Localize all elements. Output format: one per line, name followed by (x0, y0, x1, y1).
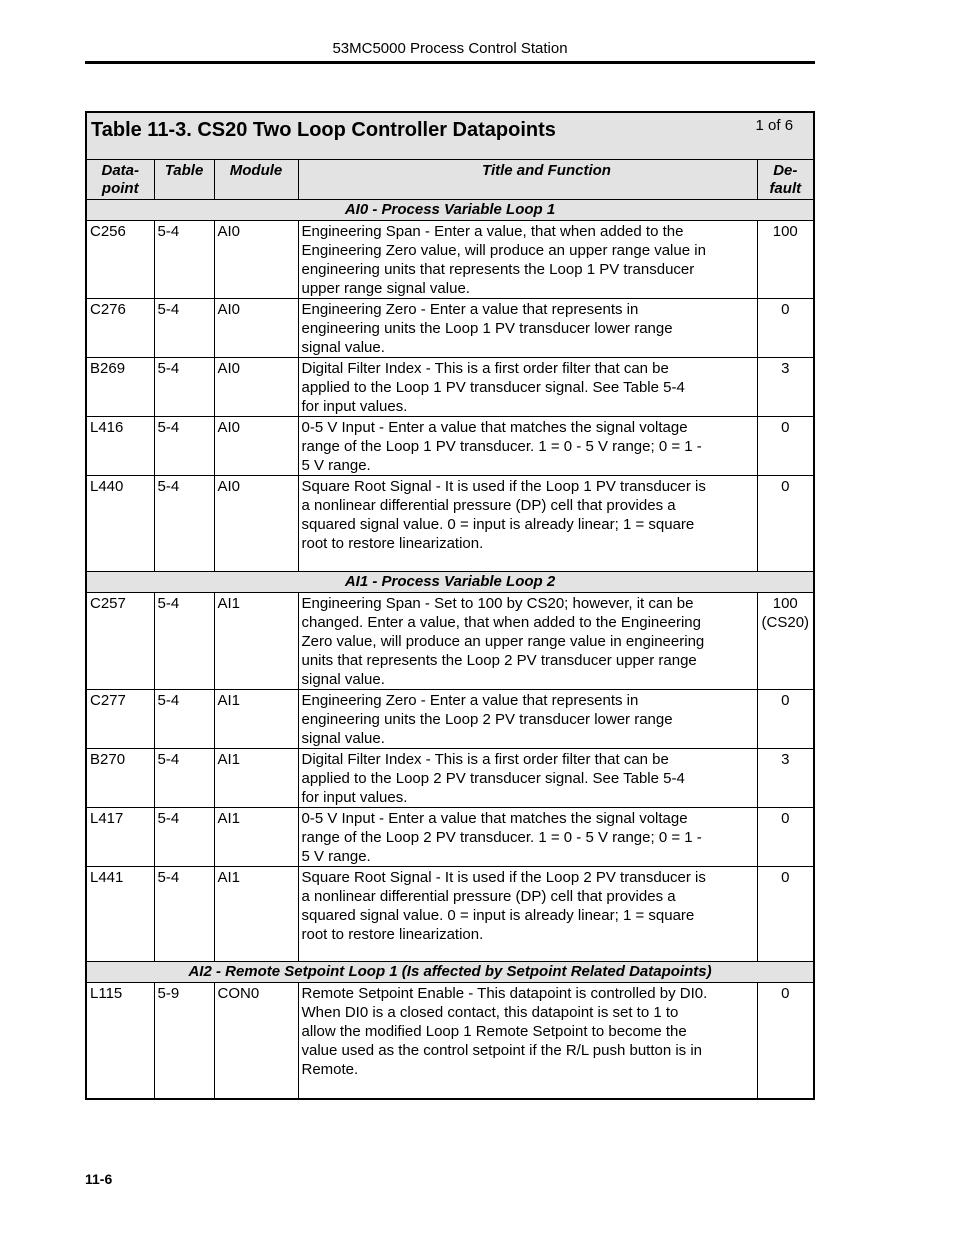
cell-default: 0 (757, 983, 814, 1099)
table-row (86, 808, 814, 867)
cell-title-function: Square Root Signal - It is used if the Loop 2 PV transducer is a nonlinear differential pressure (DP) cell that provides a squared signal value. 0 = input is already linear; 1 = square root to restore linearization. (298, 867, 757, 962)
cell-table-ref: 5-4 (154, 690, 214, 749)
cell-title-function: Engineering Span - Set to 100 by CS20; however, it can be changed. Enter a value, that when added to the Engineering Zero value, will produce an upper range value in engineering units that represents the Loop 2 PV transducer upper range signal value. (298, 593, 757, 690)
cell-datapoint: C276 (86, 299, 154, 358)
cell-module: AI1 (214, 867, 298, 962)
cell-table-ref: 5-4 (154, 593, 214, 690)
table-body (86, 200, 814, 1099)
cell-module: AI0 (214, 476, 298, 572)
cell-default: 0 (757, 476, 814, 572)
cell-table-ref: 5-4 (154, 299, 214, 358)
column-header-title-function: Title and Function (298, 160, 757, 200)
table-row (86, 476, 814, 572)
cell-table-ref: 5-4 (154, 221, 214, 299)
table-row (86, 299, 814, 358)
cell-title-function: Digital Filter Index - This is a first order filter that can be applied to the Loop 2 PV transducer signal. See Table 5-4 for input values. (298, 749, 757, 808)
cell-module: AI0 (214, 417, 298, 476)
cell-table-ref: 5-4 (154, 417, 214, 476)
table-page-indicator: 1 of 6 (755, 117, 794, 134)
section-heading-row (86, 200, 814, 221)
section-heading: AI0 - Process Variable Loop 1 (86, 200, 814, 221)
table-row (86, 221, 814, 299)
cell-datapoint: C277 (86, 690, 154, 749)
table-title: Table 11-3. CS20 Two Loop Controller Datapoints (91, 119, 556, 141)
cell-table-ref: 5-4 (154, 808, 214, 867)
cell-module: AI1 (214, 749, 298, 808)
cell-module: AI1 (214, 808, 298, 867)
cell-module: AI0 (214, 299, 298, 358)
cell-table-ref: 5-4 (154, 358, 214, 417)
cell-datapoint: L440 (86, 476, 154, 572)
header-rule (85, 61, 815, 64)
table-row (86, 867, 814, 962)
cell-default: 0 (757, 299, 814, 358)
column-header-datapoint: Data- point (86, 160, 154, 200)
cell-title-function: Engineering Span - Enter a value, that when added to the Engineering Zero value, will produce an upper range value in engineering units that represents the Loop 1 PV transducer upper range signal value. (298, 221, 757, 299)
table-row (86, 358, 814, 417)
table-row (86, 690, 814, 749)
cell-title-function: Remote Setpoint Enable - This datapoint is controlled by DI0. When DI0 is a closed contact, this datapoint is set to 1 to allow the modified Loop 1 Remote Setpoint to become the value used as the control setpoint if the R/L push button is in Remote. (298, 983, 757, 1099)
cell-module: AI0 (214, 221, 298, 299)
cell-title-function: Engineering Zero - Enter a value that represents in engineering units the Loop 2 PV transducer lower range signal value. (298, 690, 757, 749)
column-header-table: Table (154, 160, 214, 200)
cell-module: CON0 (214, 983, 298, 1099)
cell-title-function: 0-5 V Input - Enter a value that matches the signal voltage range of the Loop 1 PV transducer. 1 = 0 - 5 V range; 0 = 1 - 5 V range. (298, 417, 757, 476)
cell-datapoint: L416 (86, 417, 154, 476)
running-header: 53MC5000 Process Control Station (332, 40, 568, 57)
cell-default: 0 (757, 690, 814, 749)
section-heading: AI2 - Remote Setpoint Loop 1 (Is affected by Setpoint Related Datapoints) (86, 962, 814, 983)
cell-datapoint: B270 (86, 749, 154, 808)
cell-title-function: Digital Filter Index - This is a first order filter that can be applied to the Loop 1 PV transducer signal. See Table 5-4 for input values. (298, 358, 757, 417)
table-row (86, 417, 814, 476)
cell-module: AI1 (214, 593, 298, 690)
column-header-row (86, 160, 814, 200)
cell-default: 3 (757, 749, 814, 808)
cell-datapoint: L115 (86, 983, 154, 1099)
page-number: 11-6 (85, 1171, 113, 1187)
cell-datapoint: L441 (86, 867, 154, 962)
cell-datapoint: L417 (86, 808, 154, 867)
cell-default: 0 (757, 417, 814, 476)
table-title-row (86, 112, 814, 160)
cell-datapoint: B269 (86, 358, 154, 417)
cell-title-function: Square Root Signal - It is used if the Loop 1 PV transducer is a nonlinear differential pressure (DP) cell that provides a squared signal value. 0 = input is already linear; 1 = square root to restore linearization. (298, 476, 757, 572)
cell-datapoint: C257 (86, 593, 154, 690)
cell-default: 3 (757, 358, 814, 417)
datapoints-table (85, 111, 815, 1100)
section-heading-row (86, 572, 814, 593)
cell-table-ref: 5-4 (154, 749, 214, 808)
cell-default: 100 (CS20) (757, 593, 814, 690)
cell-table-ref: 5-4 (154, 476, 214, 572)
cell-default: 0 (757, 867, 814, 962)
cell-default: 100 (757, 221, 814, 299)
table-row (86, 983, 814, 1099)
table-row (86, 593, 814, 690)
section-heading-row (86, 962, 814, 983)
section-heading: AI1 - Process Variable Loop 2 (86, 572, 814, 593)
cell-table-ref: 5-4 (154, 867, 214, 962)
cell-default: 0 (757, 808, 814, 867)
cell-datapoint: C256 (86, 221, 154, 299)
column-header-module: Module (214, 160, 298, 200)
table-row (86, 749, 814, 808)
cell-title-function: Engineering Zero - Enter a value that represents in engineering units the Loop 1 PV transducer lower range signal value. (298, 299, 757, 358)
cell-module: AI0 (214, 358, 298, 417)
cell-table-ref: 5-9 (154, 983, 214, 1099)
cell-title-function: 0-5 V Input - Enter a value that matches the signal voltage range of the Loop 2 PV transducer. 1 = 0 - 5 V range; 0 = 1 - 5 V range. (298, 808, 757, 867)
cell-module: AI1 (214, 690, 298, 749)
column-header-default: De- fault (757, 160, 814, 200)
